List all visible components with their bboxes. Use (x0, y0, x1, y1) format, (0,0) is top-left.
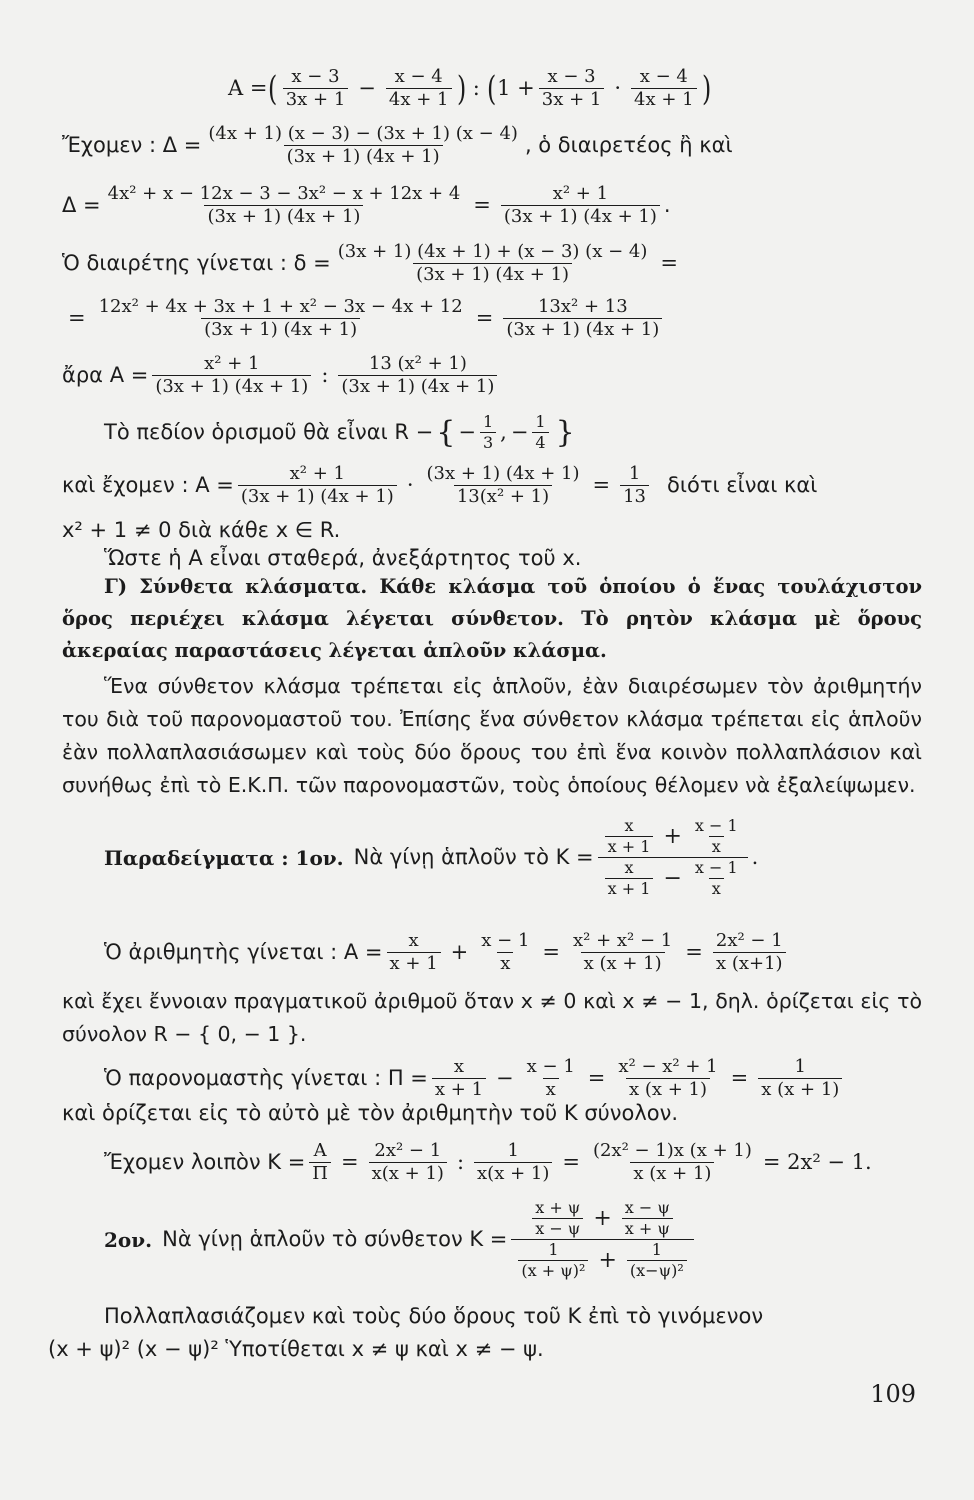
example-1: Παραδείγματα : 1ον. Νὰ γίνῃ ἁπλοῦν τὸ K = x x + 1 + $\frac{x - 1}{x}$ x x + 1 − $\frac{x - 1}{x}$ . (104, 816, 759, 898)
fraction-ex2-a: x + ψ x − ψ (532, 1200, 583, 1237)
fraction-ex1-a: x x + 1 (605, 818, 654, 855)
fraction-one-fourth: $\frac{1}{4}$ (532, 414, 548, 451)
fraction-ex2-d: $\frac{1}{\text{(x−ψ)²}}$ (627, 1242, 687, 1279)
section-g-definition: Γ) Σύνθετα κλάσματα. Κάθε κλάσμα τοῦ ὁποίου ὁ ἕνας τουλάχιστον ὅρος περιέχει κλάσμα λέγεται σύνθετον. Τὸ ρητὸν κλάσμα μὲ ὅρους ἀκεραίας παραστάσεις λέγεται ἁπλοῦν κλάσμα. (62, 575, 922, 662)
fraction-ara-2: 13 (x² + 1) (3x + 1) (4x + 1) (338, 355, 497, 396)
paragraph-compound-fractions: Ἕνα σύνθετον κλάσμα τρέπεται εἰς ἁπλοῦν, ἐὰν διαιρέσωμεν τὸν ἀριθμητήν του διὰ τοῦ παρονομαστοῦ του. Ἐπίσης ἕνα σύνθετον κλάσμα τρέπεται εἰς ἁπλοῦν ἐὰν πολλαπλασιάσωμεν καὶ τοὺς δύο ὅρους του ἐπὶ ἕνα κοινὸν πολλαπλάσιον καὶ συνήθως ἐπὶ τὸ Ε.Κ.Π. τῶν παρονομαστῶν, τοὺς ὁποίους θέλομεν νὰ ἐξαλείψωμεν. (62, 674, 922, 797)
equation-denominator: Ὁ παρονομαστὴς γίνεται : Π = $\frac{x}{x + 1}$ − $\frac{x - 1}{x}$ = $\frac{\text{x² − x² + 1}}{x (x + 1)}$ = $\frac{1}{x (x + 1)}$ (104, 1058, 846, 1099)
equation-ara: ἄρα A = $\frac{\text{x² + 1}}{(3x + 1) (4x + 1)}$ : 13 (x² + 1) (3x + 1) (4x + 1) (62, 355, 501, 396)
fraction-ara-1: $\frac{\text{x² + 1}}{(3x + 1) (4x + 1)}$ (152, 355, 311, 396)
assumption-line: (x + ψ)² (x − ψ)² Ὑποτίθεται x ≠ ψ καὶ x ≠ − ψ. (48, 1337, 544, 1361)
equation-a-definition: A = ( x − 3 3x + 1 − $\frac{x - 4}{4x + 1}$ ) : ( 1 + $\frac{x - 3}{3x + 1}$ · x − 4 4x + 1 ) (228, 66, 711, 110)
fraction-divisor: $\frac{(3x + 1) (4x + 1) + (x - 3) (x - 4)}{(3x + 1) (4x + 1)}$ (337, 241, 648, 285)
equation-divisor-2: = $\frac{\text{12x² + 4x + 3x + 1 + x² − 3x − 4x + 12}}{(3x + 1) (4x + 1)}$ = $\frac{\text{13x² + 13}}{(3x + 1) (4x + 1)}$ (62, 298, 666, 339)
multiply-line: Πολλαπλασιάζομεν καὶ τοὺς δύο ὅρους τοῦ K ἐπὶ τὸ γινόμενον (104, 1304, 764, 1328)
fraction-one-third: $\frac{1}{3}$ (480, 414, 496, 451)
fraction-ex2-c: 1 (x + ψ)² (518, 1242, 588, 1279)
equation-numerator: Ὁ ἀριθμητὴς γίνεται : A = $\frac{x}{x + 1}$ + $\frac{x - 1}{x}$ = $\frac{\text{x² + x² − 1}}{x (x + 1)}$ = $\frac{\text{2x² − 1}}{x (x+1)}$ (104, 932, 790, 973)
eq-lhs: A = (228, 76, 268, 100)
fraction-t4: x − 4 4x + 1 (631, 68, 697, 109)
equation-delta-2: Δ = $\frac{\text{4x² + x − 12x − 3 − 3x² − x + 12x + 4}}{(3x + 1) (4x + 1)}$ = $\frac{\text{x² + 1}}{(3x + 1) (4x + 1)}$ . (62, 183, 671, 227)
fraction-delta-1: $\frac{(4x + 1) (x - 3) - (3x + 1) (x - 4)}{(3x + 1) (4x + 1)}$ (208, 123, 518, 167)
fraction-ex1-b: $\frac{x - 1}{x}$ (694, 816, 738, 856)
fraction-ex2-b: $\frac{x - \psi}{x + \psi}$ (622, 1200, 673, 1237)
compound-fraction-2: x + ψ x − ψ + $\frac{x - \psi}{x + \psi}$ 1 (x + ψ)² + $\frac{1}{\text{(x−ψ)²}}$ (511, 1200, 693, 1279)
fraction-k-4: $\frac{\text{(2x² − 1)x (x + 1)}}{x (x + 1)}$ (592, 1140, 752, 1184)
equation-result: καὶ ἔχομεν : A = $\frac{\text{x² + 1}}{(3x + 1) (4x + 1)}$ · $\frac{(3x + 1) (4x + 1)}{\text{13(x² + 1)}}$ = $\frac{1}{13}$ διότι εἶναι καὶ (62, 463, 818, 507)
fraction-den-2: $\frac{x - 1}{x}$ (526, 1056, 575, 1100)
fraction-ex1-d: $\frac{x - 1}{x}$ (694, 858, 738, 898)
conclusion-line: Ὥστε ἡ A εἶναι σταθερά, ἀνεξάρτητος τοῦ x. (104, 546, 582, 570)
fraction-den-4: $\frac{1}{x (x + 1)}$ (758, 1058, 842, 1099)
example-1-label: Παραδείγματα : 1ον. (104, 845, 344, 870)
page-number: 109 (870, 1380, 916, 1408)
paren-open: ( (268, 68, 278, 109)
fraction-den-1: $\frac{x}{x + 1}$ (432, 1058, 486, 1099)
paren-close-2: ) (701, 68, 711, 109)
fraction-divisor-2a: $\frac{\text{12x² + 4x + 3x + 1 + x² − 3x − 4x + 12}}{(3x + 1) (4x + 1)}$ (98, 296, 463, 340)
fraction-num-4: $\frac{\text{2x² − 1}}{x (x+1)}$ (713, 932, 786, 973)
example-2: 2ον. Νὰ γίνῃ ἁπλοῦν τὸ σύνθετον K = x + ψ x − ψ + $\frac{x - \psi}{x + \psi}$ 1 (x + ψ)² + $\frac{1}{\text{(x−ψ)²}}$ (104, 1200, 698, 1279)
paragraph-domain: καὶ ἔχει ἔννοιαν πραγματικοῦ ἀριθμοῦ ὅταν x ≠ 0 καὶ x ≠ − 1, δηλ. ὁρίζεται εἰς τὸ σύνολον R − { 0, − 1 }. (62, 989, 922, 1046)
nonzero-line: x² + 1 ≠ 0 διὰ κάθε x ∈ R. (62, 518, 341, 542)
fraction-k-3: $\frac{1}{x(x + 1)}$ (474, 1142, 552, 1183)
fraction-delta-2b: $\frac{\text{x² + 1}}{(3x + 1) (4x + 1)}$ (501, 185, 660, 226)
fraction-den-3: $\frac{\text{x² − x² + 1}}{x (x + 1)}$ (618, 1056, 718, 1100)
fraction-num-2: $\frac{x - 1}{x}$ (481, 930, 530, 974)
fraction-result-3: $\frac{1}{13}$ (620, 465, 649, 506)
fraction-k-2: $\frac{\text{2x² − 1}}{x(x + 1)}$ (369, 1142, 447, 1183)
domain-line: Τὸ πεδίον ὁρισμοῦ θὰ εἶναι R − { − $\frac{1}{3}$ , − $\frac{1}{4}$ } (104, 412, 575, 452)
equation-delta-1: Ἔχομεν : Δ = $\frac{(4x + 1) (x - 3) - (3x + 1) (x - 4)}{(3x + 1) (4x + 1)}$ , ὁ διαιρετέος ἢ καὶ (62, 123, 733, 167)
fraction-result-2: $\frac{(3x + 1) (4x + 1)}{\text{13(x² + 1)}}$ (426, 463, 580, 507)
fraction-divisor-2b: $\frac{\text{13x² + 13}}{(3x + 1) (4x + 1)}$ (503, 298, 662, 339)
fraction-t3: $\frac{x - 3}{3x + 1}$ (539, 68, 605, 109)
compound-fraction-1: x x + 1 + $\frac{x - 1}{x}$ x x + 1 − $\frac{x - 1}{x}$ (598, 818, 748, 897)
equation-divisor: Ὁ διαιρέτης γίνεται : δ = $\frac{(3x + 1) (4x + 1) + (x - 3) (x - 4)}{(3x + 1) (4x + 1)}$ = (62, 241, 678, 285)
paren-open-2: ( (486, 68, 497, 109)
fraction-ex1-c: x x + 1 (605, 860, 654, 897)
fraction-result-1: $\frac{\text{x² + 1}}{(3x + 1) (4x + 1)}$ (238, 465, 397, 506)
fraction-num-3: $\frac{\text{x² + x² − 1}}{x (x + 1)}$ (573, 930, 673, 974)
fraction-k-1: $\frac{A}{\Pi}$ (309, 1142, 331, 1183)
fraction-t1: x − 3 3x + 1 (283, 68, 349, 109)
defined-line: καὶ ὁρίζεται εἰς τὸ αὐτὸ μὲ τὸν ἀριθμητὴν τοῦ K σύνολον. (62, 1101, 679, 1125)
fraction-t2: $\frac{x - 4}{4x + 1}$ (386, 68, 452, 109)
fraction-delta-2a: $\frac{\text{4x² + x − 12x − 3 − 3x² − x + 12x + 4}}{(3x + 1) (4x + 1)}$ (107, 183, 461, 227)
example-2-label: 2ον. (104, 1227, 153, 1252)
paren-close: ) (456, 68, 466, 109)
fraction-num-1: $\frac{x}{x + 1}$ (387, 932, 441, 973)
equation-k-result: Ἔχομεν λοιπὸν K = $\frac{A}{\Pi}$ = $\frac{\text{2x² − 1}}{x(x + 1)}$ : $\frac{1}{x(x + 1)}$ = $\frac{\text{(2x² − 1)x (x + 1)}}{x (x + 1)}$ = 2x² − 1. (104, 1140, 872, 1184)
